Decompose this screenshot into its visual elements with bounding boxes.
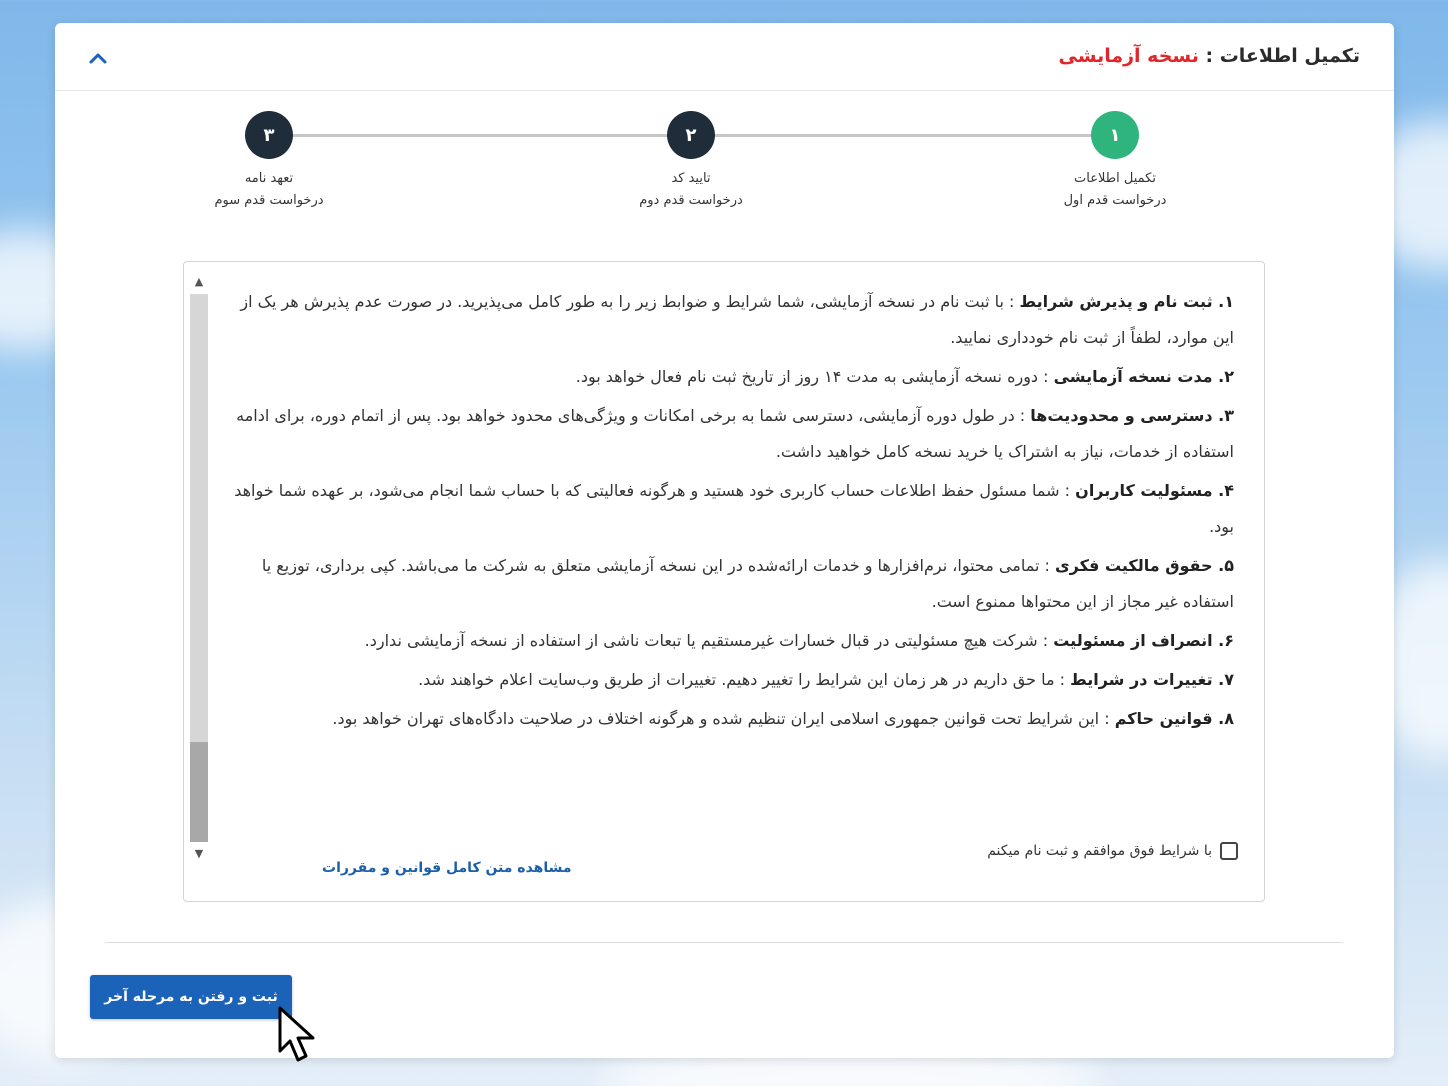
- step-label: تکمیل اطلاعات: [1074, 171, 1156, 186]
- term-title: ۲. مدت نسخه آزمایشی: [1053, 367, 1234, 386]
- chevron-up-icon: [88, 51, 108, 65]
- term-item: [234, 548, 1234, 620]
- step-1: [1015, 111, 1215, 208]
- term-item: [234, 662, 1234, 698]
- full-terms-link[interactable]: مشاهده متن کامل قوانین و مقررات: [322, 860, 572, 876]
- title-accent: نسخه آزمایشی: [1058, 45, 1199, 67]
- step-sublabel: درخواست قدم اول: [1063, 193, 1167, 208]
- term-item: [234, 284, 1234, 356]
- term-title: ۵. حقوق مالکیت فکری: [1054, 556, 1234, 575]
- term-item: [234, 398, 1234, 470]
- term-item: [234, 473, 1234, 545]
- term-item: [234, 359, 1234, 395]
- term-body: : شما مسئول حفظ اطلاعات حساب کاربری خود هستید و هرگونه فعالیتی که با حساب شما انجام می‌شود، بر عهده شما خواهد بود.: [234, 481, 1234, 536]
- term-body: : این شرایط تحت قوانین جمهوری اسلامی ایران تنظیم شده و هرگونه اختلاف در صلاحیت دادگاه‌های تهران خواهد بود.: [332, 709, 1115, 728]
- step-sublabel: درخواست قدم سوم: [214, 193, 324, 208]
- scroll-thumb[interactable]: [190, 742, 208, 842]
- terms-text: [234, 284, 1234, 740]
- step-2: [591, 111, 791, 208]
- term-title: ۴. مسئولیت کاربران: [1075, 481, 1234, 500]
- step-3: [169, 111, 369, 208]
- term-body: : تمامی محتوا، نرم‌افزارها و خدمات ارائه‌شده در این نسخه آزمایشی متعلق به شرکت ما می‌باشد. کپی برداری، توزیع یا استفاده غیر مجاز از این محتواها ممنوع است.: [261, 556, 1234, 611]
- term-body: : ما حق داریم در هر زمان این شرایط را تغییر دهیم. تغییرات از طریق وب‌سایت اعلام خواهند شد.: [418, 670, 1071, 689]
- scroll-down-icon[interactable]: ▼: [194, 846, 204, 860]
- term-title: ۸. قوانین حاکم: [1114, 709, 1234, 728]
- card-header: [55, 23, 1394, 91]
- term-item: [234, 623, 1234, 659]
- term-item: [234, 701, 1234, 737]
- terms-panel: [183, 261, 1265, 902]
- title-prefix: تکمیل اطلاعات :: [1205, 45, 1360, 67]
- agree-label: با شرایط فوق موافقم و ثبت نام میکنم: [987, 843, 1212, 859]
- scrollbar[interactable]: [190, 272, 208, 862]
- term-body: : شرکت هیچ مسئولیتی در قبال خسارات غیرمستقیم یا تبعات ناشی از استفاده از نسخه آزمایشی ندارد.: [364, 631, 1054, 650]
- submit-next-button[interactable]: ثبت و رفتن به مرحله آخر: [90, 975, 292, 1019]
- registration-card: [55, 23, 1394, 1058]
- step-circle: ۱: [1091, 111, 1139, 159]
- collapse-button[interactable]: [85, 45, 111, 71]
- term-body: : دوره نسخه آزمایشی به مدت ۱۴ روز از تاریخ ثبت نام فعال خواهد بود.: [575, 367, 1054, 386]
- step-circle: ۳: [245, 111, 293, 159]
- scroll-rail[interactable]: [190, 294, 208, 840]
- divider: [105, 942, 1343, 943]
- scroll-up-icon[interactable]: ▲: [194, 274, 204, 288]
- agree-checkbox[interactable]: [1220, 842, 1238, 860]
- term-title: ۱. ثبت نام و پذیرش شرایط: [1019, 292, 1234, 311]
- term-title: ۶. انصراف از مسئولیت: [1053, 631, 1234, 650]
- step-sublabel: درخواست قدم دوم: [639, 193, 743, 208]
- agree-option[interactable]: [987, 842, 1238, 860]
- step-label: تایید کد: [671, 171, 711, 186]
- step-label: تعهد نامه: [244, 171, 294, 186]
- term-body: : با ثبت نام در نسخه آزمایشی، شما شرایط و ضوابط زیر را به طور کامل می‌پذیرید. در صورت عدم پذیرش هر یک از این موارد، لطفاً از ثبت نام خودداری نمایید.: [240, 292, 1234, 347]
- term-body: : در طول دوره آزمایشی، دسترسی شما به برخی امکانات و ویژگی‌های محدود خواهد بود. پس از اتمام دوره، برای ادامه استفاده از خدمات، نیاز به اشتراک یا خرید نسخه کامل خواهید داشت.: [236, 406, 1234, 461]
- step-circle: ۲: [667, 111, 715, 159]
- page-title: [1059, 45, 1360, 67]
- mouse-pointer-icon: [276, 1005, 322, 1065]
- term-title: ۷. تغییرات در شرایط: [1070, 670, 1234, 689]
- term-title: ۳. دسترسی و محدودیت‌ها: [1030, 406, 1234, 425]
